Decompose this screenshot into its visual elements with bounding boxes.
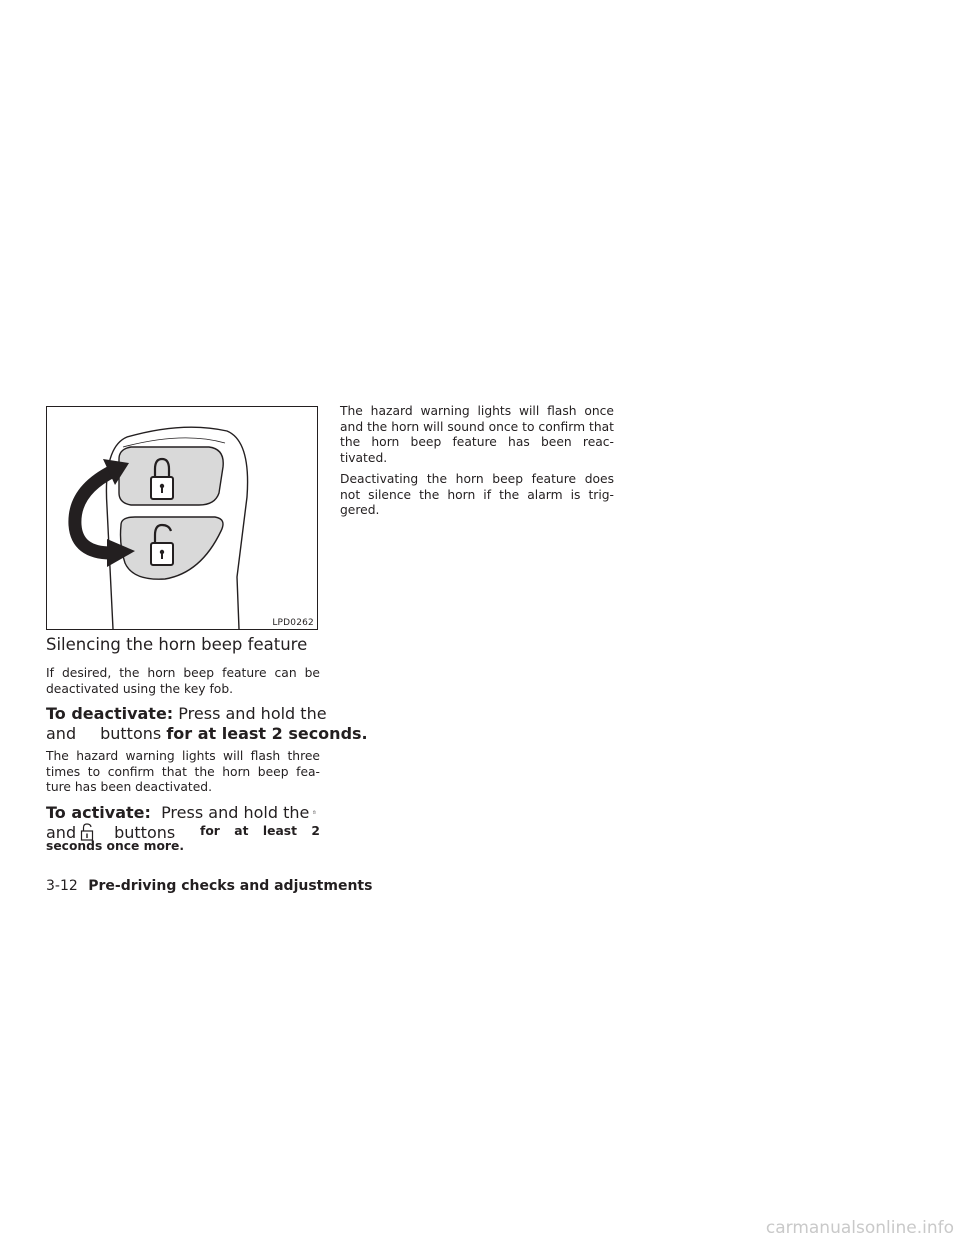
lock-icon (313, 802, 316, 822)
activate-buttons: buttons (114, 822, 176, 842)
deactivate-duration: for at least 2 seconds. (166, 724, 368, 743)
figure-label: LPD0262 (272, 618, 314, 628)
left-column (46, 634, 368, 861)
activate-duration: for at least 2 seconds once more. (46, 823, 320, 853)
deactivate-buttons: buttons (100, 724, 162, 743)
deactivate-instruction (46, 703, 368, 743)
chapter-title: Pre-driving checks and adjustments (88, 878, 373, 894)
activate-label: To activate: (46, 802, 151, 822)
activate-instruction (46, 802, 320, 855)
section-heading: Silencing the horn beep feature (46, 635, 308, 654)
activate-result: The hazard warning lights will flash once and the horn will sound once to confirm that the horn beep feature has been reac- tivated. (340, 404, 614, 465)
lock-button (119, 447, 223, 505)
deactivate-result: The hazard warning lights will flash three times to confirm that the horn beep fea- ture has been deactivated. (46, 749, 320, 794)
activate-text: Press and hold the (161, 802, 310, 822)
key-fob-drawing (47, 407, 319, 631)
key-fob-illustration (46, 406, 318, 630)
deactivate-text: Press and hold the (178, 704, 327, 723)
watermark-text: carmanualsonline.info (765, 1218, 954, 1238)
alarm-note: Deactivating the horn beep feature does not silence the horn if the alarm is trig- gered. (340, 472, 614, 517)
page-number: 3-12 (46, 878, 78, 894)
deactivate-label: To deactivate: (46, 704, 174, 723)
intro-paragraph: If desired, the horn beep feature can be deactivated using the key fob. (46, 666, 320, 696)
page-footer (46, 877, 372, 895)
right-column (340, 404, 614, 525)
unlock-button (121, 517, 224, 579)
activate-and: and (46, 822, 77, 842)
deactivate-and: and (46, 724, 77, 743)
